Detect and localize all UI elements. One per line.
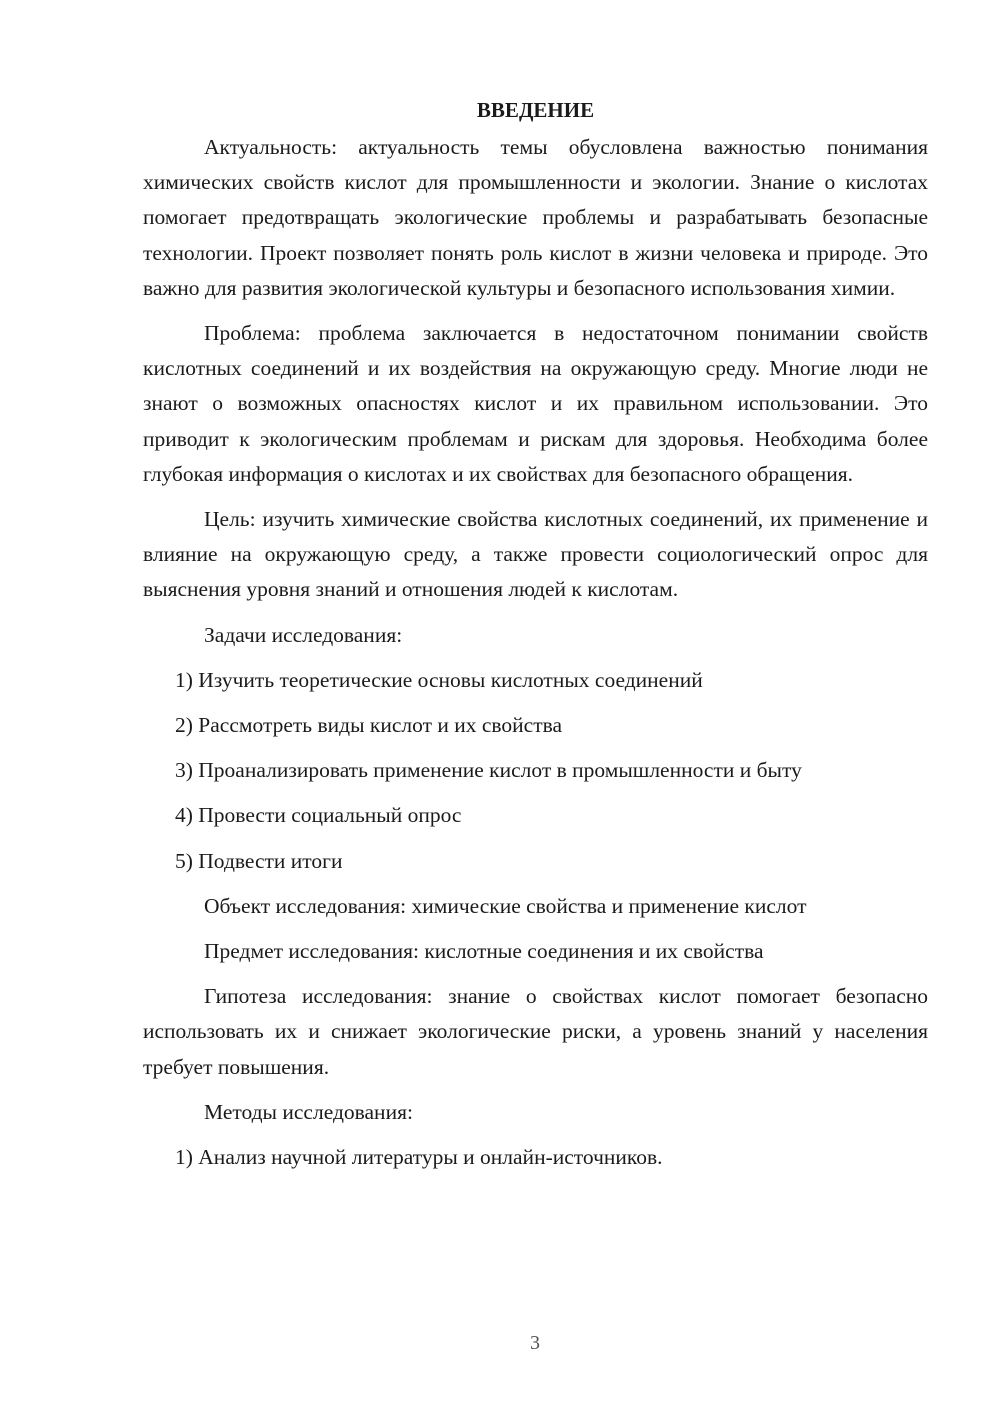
method-item: 1) Анализ научной литературы и онлайн-источников.	[175, 1145, 663, 1170]
relevance-paragraph: Актуальность: актуальность темы обусловлена важностью понимания химических свойств кислот для промышленности и экологии. Знание о кислотах помогает предотвращать экологические проблемы и разрабатывать безопасные технологии. Проект позволяет понять роль кислот в жизни человека и природе. Это важно для развития экологической культуры и безопасного использования химии.	[143, 135, 928, 300]
hypothesis-paragraph: Гипотеза исследования: знание о свойствах кислот помогает безопасно использовать их и снижает экологические риски, а уровень знаний у населения требует повышения.	[143, 984, 928, 1079]
section-heading: ВВЕДЕНИЕ	[476, 98, 595, 122]
problem-paragraph: Проблема: проблема заключается в недостаточном понимании свойств кислотных соединений и их воздействия на окружающую среду. Многие люди не знают о возможных опасностях кислот и их правильном использовании. Это приводит к экологическим проблемам и рискам для здоровья. Необходима более глубокая информация о кислотах и их свойствах для безопасного обращения.	[143, 321, 928, 486]
document-page	[143, 95, 928, 1185]
tasks-title: Задачи исследования:	[204, 622, 403, 647]
task-item: 4) Провести социальный опрос	[175, 803, 462, 828]
task-item: 2) Рассмотреть виды кислот и их свойства	[175, 713, 563, 738]
goal-paragraph: Цель: изучить химические свойства кислотных соединений, их применение и влияние на окружающую среду, а также провести социологический опрос для выяснения уровня знаний и отношения людей к кислотам.	[143, 507, 928, 602]
research-object: Объект исследования: химические свойства и применение кислот	[204, 893, 807, 918]
task-item: 5) Подвести итоги	[175, 848, 343, 873]
task-item: 3) Проанализировать применение кислот в промышленности и быту	[175, 758, 802, 783]
page-number: 3	[530, 1332, 540, 1354]
task-item: 1) Изучить теоретические основы кислотных соединений	[175, 667, 703, 692]
methods-title: Методы исследования:	[204, 1099, 413, 1124]
research-subject: Предмет исследования: кислотные соединения и их свойства	[204, 939, 764, 964]
